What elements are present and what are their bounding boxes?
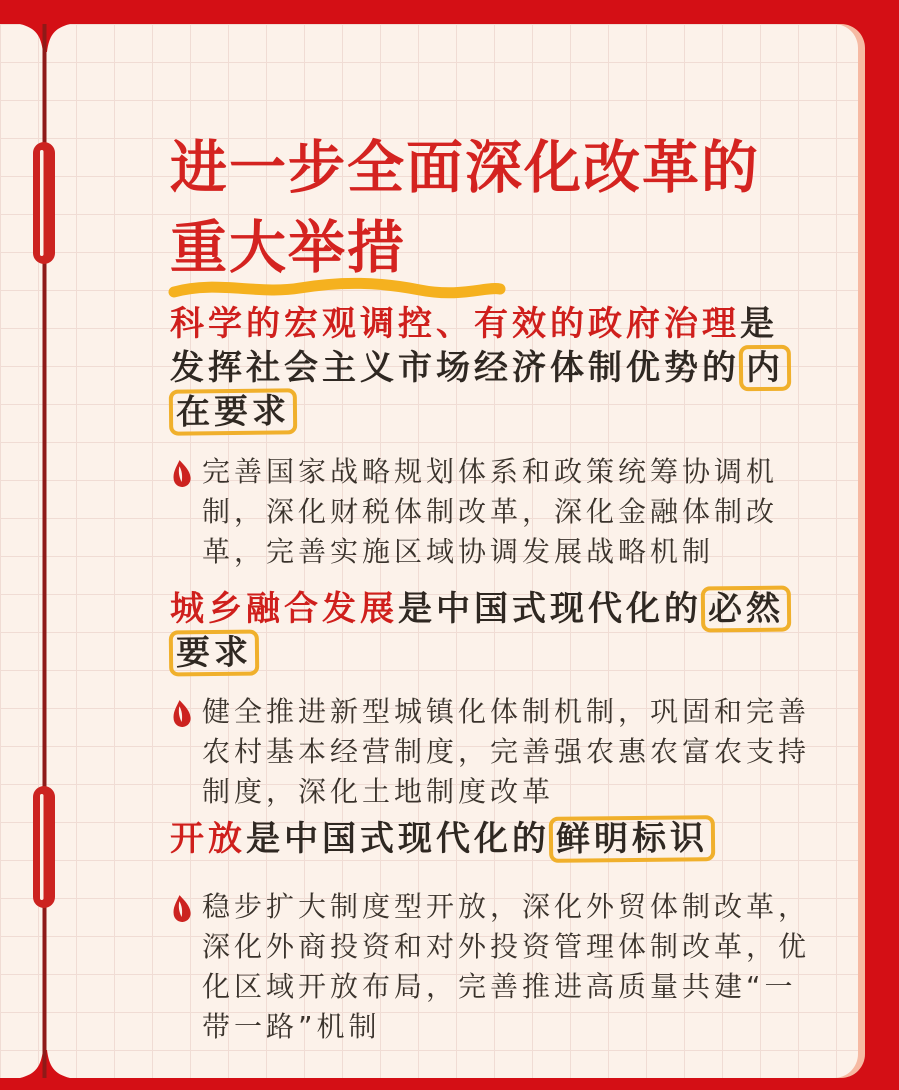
yellow-box-highlight: 鲜明标识: [549, 815, 715, 863]
heading-red-text: 开放: [170, 819, 246, 859]
bullet-line: 革，完善实施区域协调发展战略机制: [202, 535, 715, 568]
flame-bullet-icon: [168, 698, 195, 731]
bullet-line: 深化外商投资和对外投资管理体制改革，优: [202, 930, 811, 963]
heading-line: [170, 631, 790, 675]
section-2-heading: [170, 587, 790, 675]
bullet-line: 带一路”机制: [202, 1010, 381, 1043]
heading-line: [170, 587, 790, 631]
bullet-text: [202, 692, 810, 812]
heading-red-text: 城乡融合发展: [170, 589, 398, 629]
heading-line: [170, 302, 790, 346]
title-underline-icon: [164, 276, 509, 302]
heading-line: [170, 390, 790, 434]
bullet-line: 完善国家战略规划体系和政策统筹协调机: [202, 455, 779, 488]
bullet-item-3: [170, 887, 810, 1047]
poster-title: [170, 128, 760, 288]
bullet-item-2: [170, 692, 810, 812]
title-line-2: 重大举措: [170, 215, 406, 281]
bullet-text: [202, 887, 810, 1047]
heading-dark-text: 发挥社会主义市场经济体制优势的: [170, 348, 740, 388]
heading-dark-text: 是: [740, 304, 778, 344]
heading-dark-text: 是中国式现代化的: [398, 589, 702, 629]
bullet-line: 农村基本经营制度，完善强农惠农富农支持: [202, 735, 811, 768]
yellow-box-highlight: 内: [739, 345, 791, 392]
section-1-heading: [170, 302, 790, 434]
heading-line: [170, 817, 714, 861]
binding-rail-icon: [0, 24, 90, 1078]
bullet-line: 稳步扩大制度型开放，深化外贸体制改革，: [202, 890, 811, 923]
bullet-text: [202, 452, 778, 572]
flame-bullet-icon: [168, 458, 195, 491]
heading-red-text: 科学的宏观调控、有效的政府治理: [170, 304, 740, 344]
heading-dark-text: 是中国式现代化的: [246, 819, 550, 859]
title-line-1: 进一步全面深化改革的: [170, 135, 760, 201]
notebook-page: [0, 24, 858, 1078]
flame-bullet-icon: [168, 893, 195, 926]
poster-content: [170, 24, 830, 1078]
bullet-line: 制，深化财税体制改革，深化金融体制改: [202, 495, 779, 528]
section-3-heading: [170, 817, 714, 861]
yellow-box-highlight: 必然: [701, 586, 791, 633]
bullet-item-1: [170, 452, 778, 572]
bullet-line: 制度，深化土地制度改革: [202, 775, 555, 808]
bullet-line: 化区域开放布局，完善推进高质量共建“一: [202, 970, 797, 1003]
heading-line: [170, 346, 790, 390]
yellow-box-highlight: 要求: [169, 630, 259, 677]
bullet-line: 健全推进新型城镇化体制机制，巩固和完善: [202, 695, 811, 728]
yellow-box-highlight: 在要求: [169, 388, 297, 435]
